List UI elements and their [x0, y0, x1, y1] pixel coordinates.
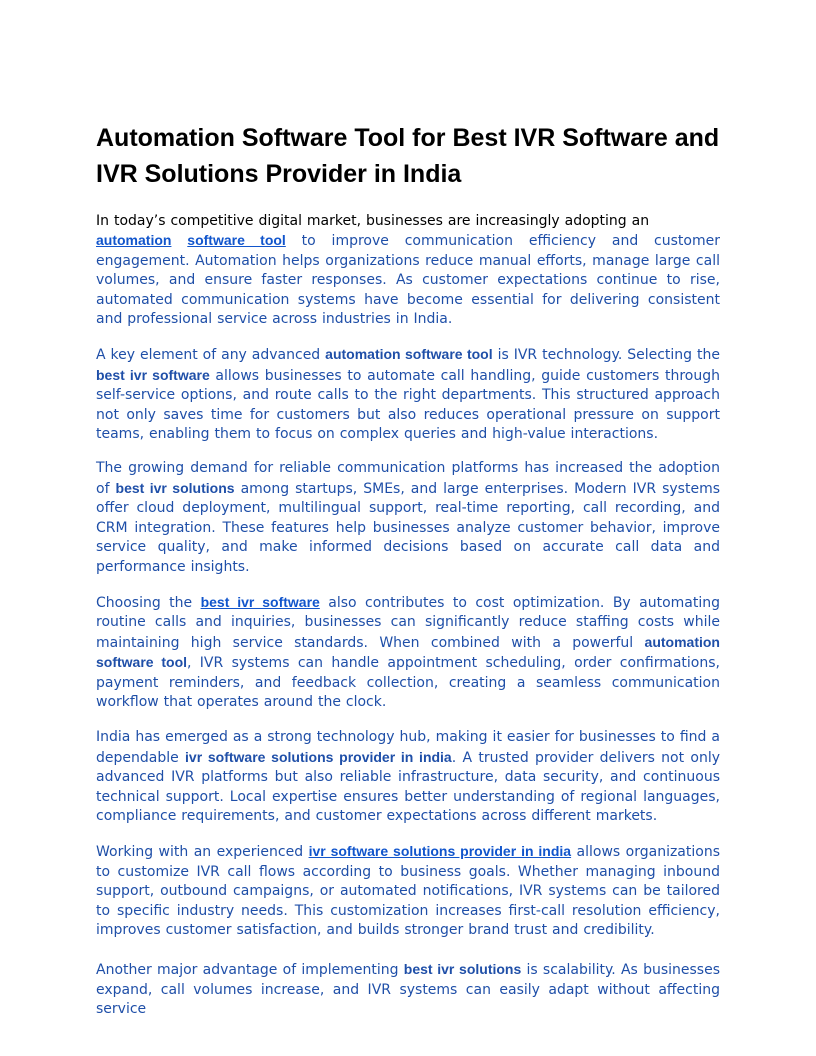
p3-text-a: The growing demand for reliable communication platforms has increased the adoption of [96, 460, 720, 497]
p2-text-c: allows businesses to automate call handling, guide customers through self-service options, and route calls to the right departments. This structured approach not only saves time for customers but also reduces operational pressure on support teams, enabling them to focus on complex queries and high-value interactions. [96, 367, 720, 443]
paragraph-3 [96, 459, 720, 576]
p5-text-b: . A trusted provider delivers not only advanced IVR platforms but also reliable infrastructure, data security, and continuous technical support. Local expertise ensures better understanding of regional languages, compliance requirements, and customer expectations across different markets. [96, 749, 721, 824]
p1-body-text: to improve communication efficiency and customer engagement. Automation helps organizations reduce manual efforts, manage large call volumes, and ensure faster responses. As customer expectations continue to rise, automated communication systems have become essential for delivering consistent and professional service across industries in India. [96, 233, 720, 328]
paragraph-7 [96, 960, 720, 1019]
p2-keyword-best-ivr-software: best ivr software [96, 366, 210, 383]
ivr-provider-link[interactable]: ivr software solutions provider in india [308, 843, 572, 860]
p3-keyword-best-ivr-solutions: best ivr solutions [115, 479, 235, 496]
best-ivr-software-link[interactable]: best ivr software [200, 593, 320, 610]
p7-text-a: Another major advantage of implementing [96, 962, 399, 979]
p4-text-c: , IVR systems can handle appointment scheduling, order confirmations, payment reminders, and feedback collection, creating a seamless communication workflow that operates around the clock. [96, 655, 720, 710]
p2-text-b: is IVR technology. Selecting the [497, 347, 720, 364]
p5-text-a: India has emerged as a strong technology hub, making it easier for businesses to find a dependable [96, 729, 720, 766]
p6-text-b: allows organizations to customize IVR call flows according to business goals. Whether managing inbound support, outbound campaigns, or automated notifications, IVR systems can be tailored to specific industry needs. This customization increases first-call resolution efficiency, improves customer satisfaction, and builds stronger brand trust and credibility. [96, 844, 720, 938]
page-title: Automation Software Tool for Best IVR Software and IVR Solutions Provider in India [96, 124, 720, 188]
document-page [96, 120, 720, 1020]
p7-keyword-best-ivr-solutions: best ivr solutions [403, 961, 522, 978]
paragraph-1 [96, 212, 720, 329]
p4-text-a: Choosing the [96, 594, 193, 611]
p4-keyword-automation-software-tool: automation software tool [96, 633, 720, 671]
automation-link[interactable]: automation [96, 232, 172, 249]
p3-text-b: among startups, SMEs, and large enterprises. Modern IVR systems offer cloud deployment, multilingual support, real-time reporting, call recording, and CRM integration. These features help businesses analyze customer behavior, improve service quality, and make informed decisions based on accurate call data and performance insights. [96, 480, 721, 575]
p4-text-b: also contributes to cost optimization. By automating routine calls and inquiries, businesses can significantly reduce staffing costs while maintaining high service standards. When combined with a powerful [96, 594, 721, 651]
paragraph-5 [96, 728, 720, 826]
p2-text-a: A key element of any advanced [96, 347, 321, 364]
paragraph-2 [96, 345, 720, 444]
paragraph-4 [96, 593, 720, 712]
p1-lead-text: In today’s competitive digital market, businesses are increasingly adopting an [96, 213, 650, 229]
paragraph-6 [96, 842, 720, 940]
p7-text-b: is scalability. As businesses expand, call volumes increase, and IVR systems can easily adapt without affecting service [96, 962, 720, 1018]
software-tool-link[interactable]: software tool [187, 232, 286, 249]
p5-keyword-ivr-provider: ivr software solutions provider in india [185, 748, 452, 765]
p2-keyword-automation-software-tool: automation software tool [325, 346, 493, 363]
p6-text-a: Working with an experienced [96, 844, 304, 861]
